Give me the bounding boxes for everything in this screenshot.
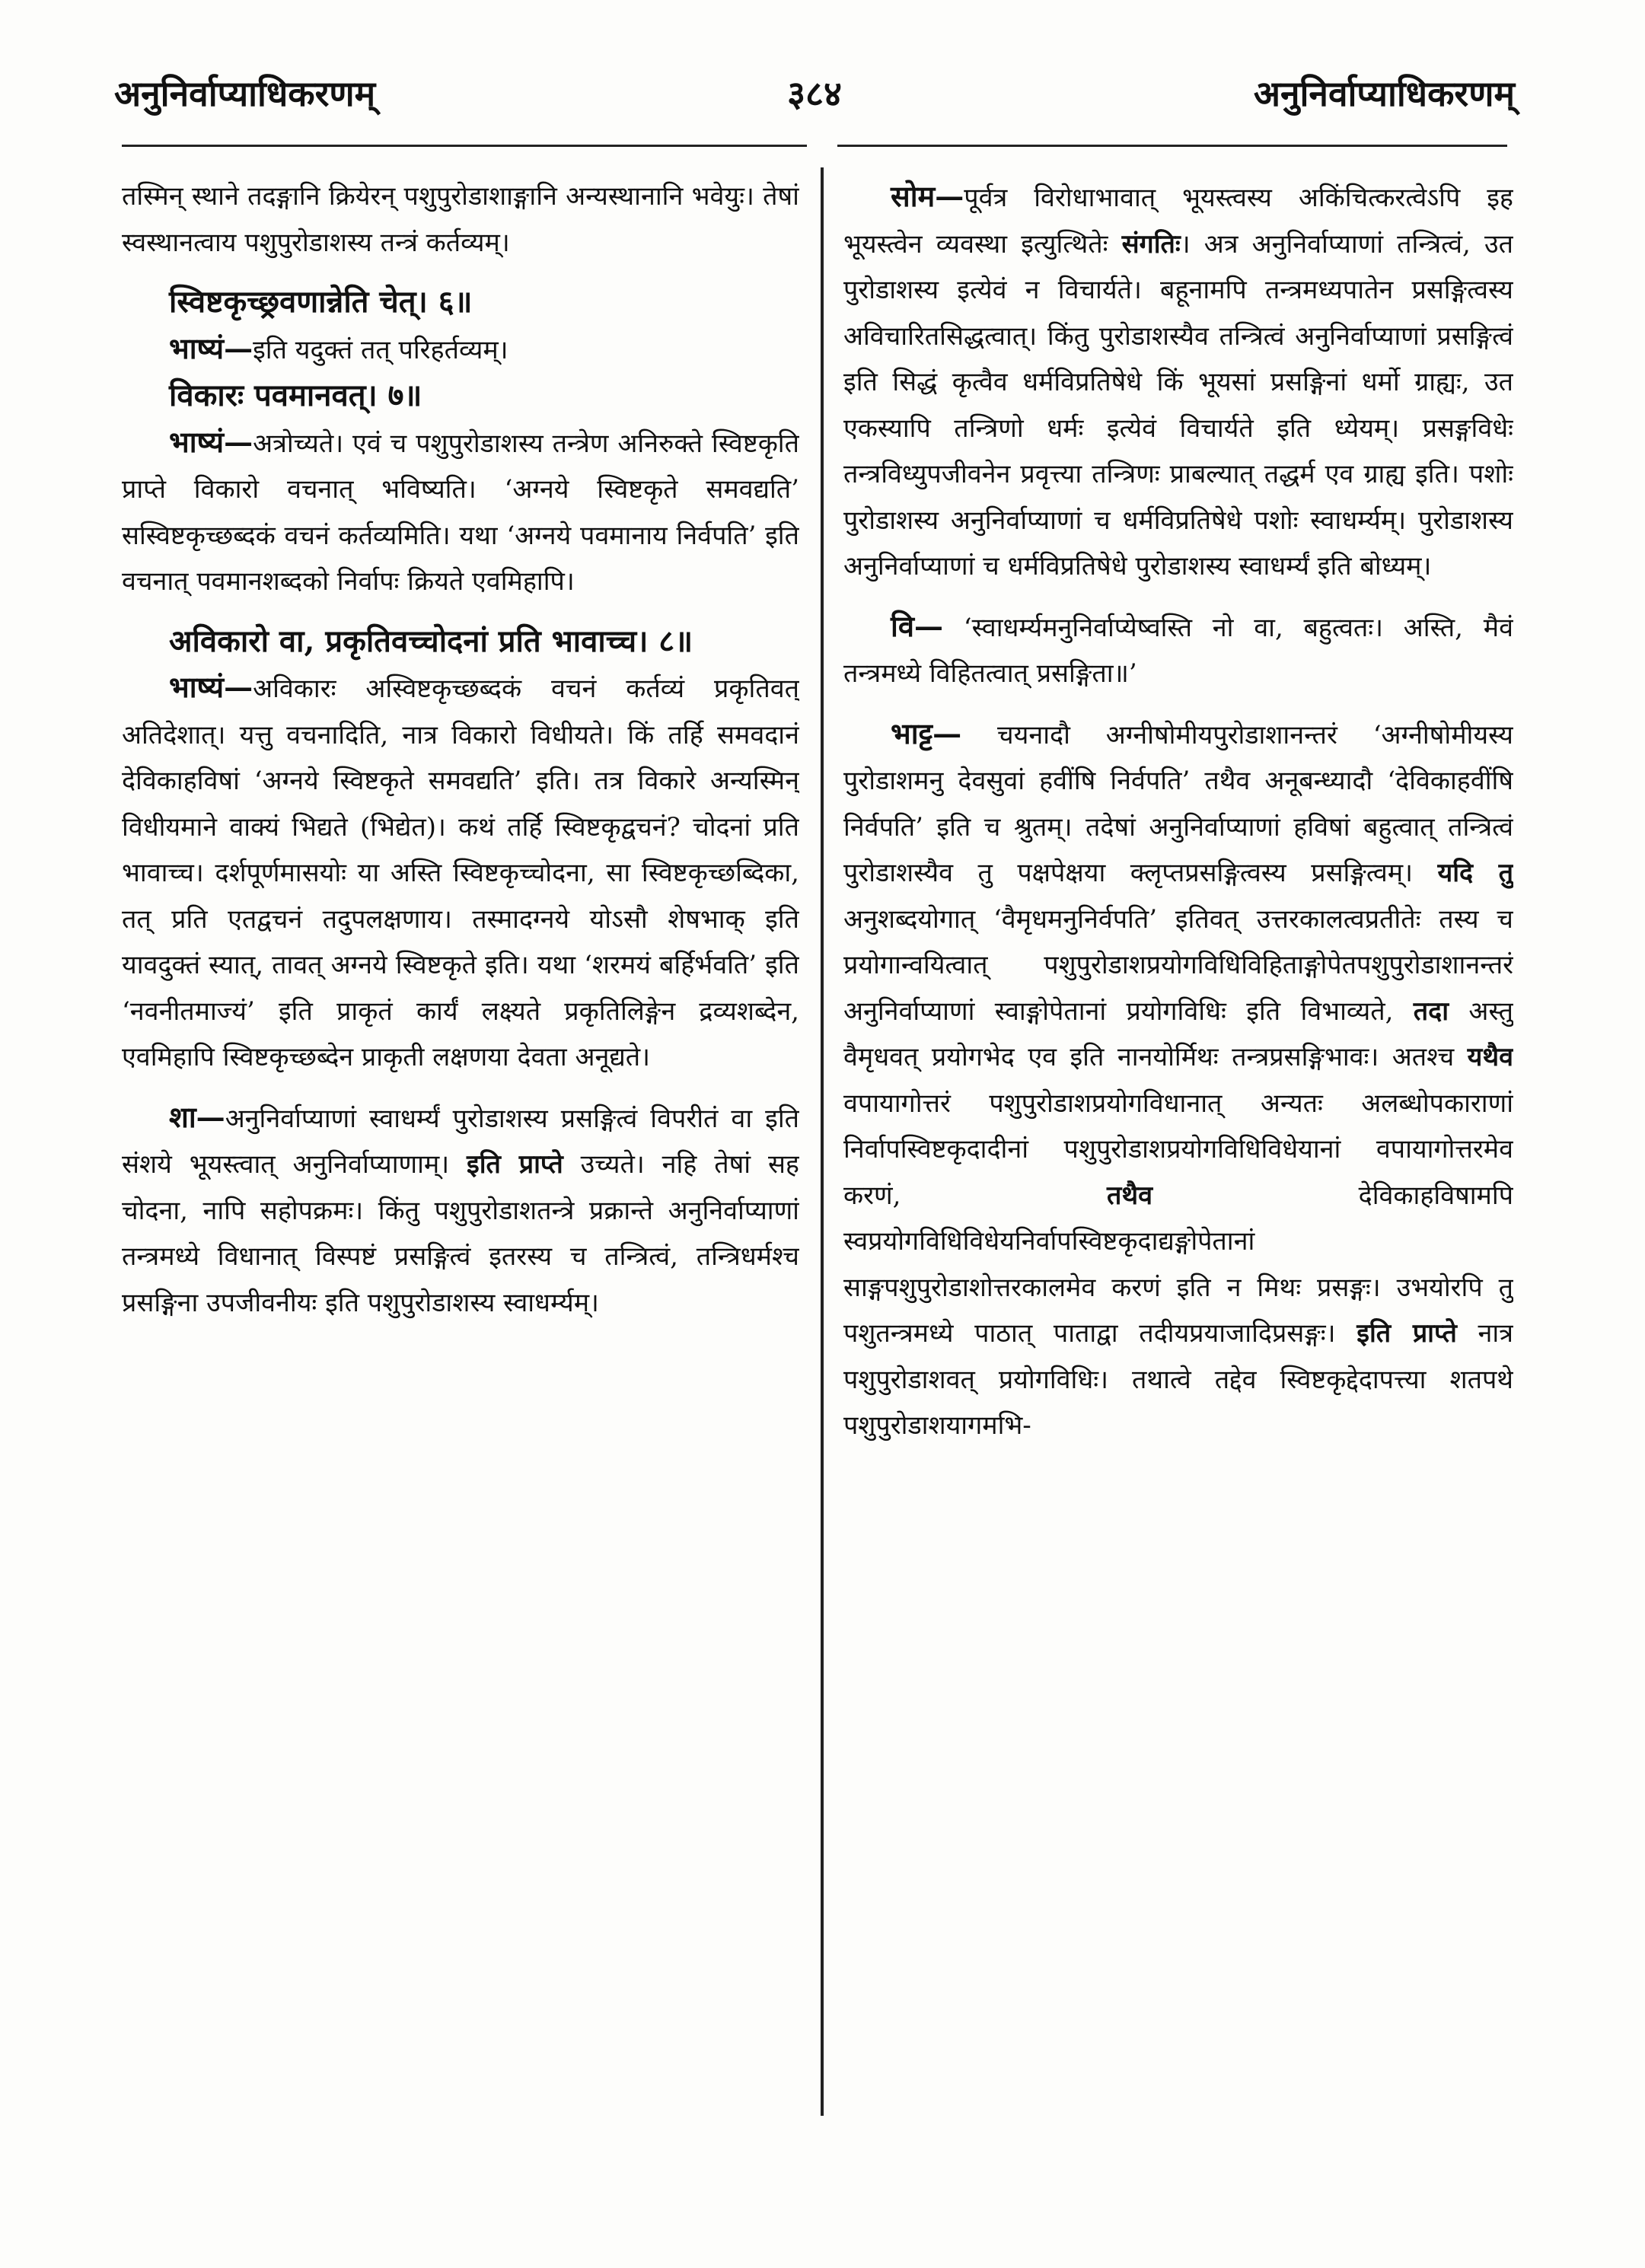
header-rule-right (837, 145, 1507, 147)
bhatta-text: चयनादौ अग्नीषोमीयपुरोडाशानन्तरं ‘अग्नीषोमीयस्य पुरोडाशमनु देवसुवां हवींषि निर्वपति’ तथैव अनूबन्ध्यादौ ‘देविकाहवींषि निर्वपति’ इति च श्रुतम्। तदेषां अनुनिर्वाप्याणां हविषां बहुत्वात् तन्त्रित्वं पुरोडाशस्यैव तु पक्षपेक्षया क्लृप्तप्रसङ्गित्वस्य प्रसङ्गित्वम्। (843, 719, 1513, 888)
vidhi-verse (843, 604, 1513, 697)
iti-prapte-right: इति प्राप्ते (1356, 1318, 1457, 1349)
page-header (114, 67, 1515, 128)
bhashya-6-label: भाष्यं— (169, 330, 253, 365)
bhatta-text-4: वपायागोत्तरं पशुपुरोडाशप्रयोगविधानात् अन्यतः अलब्धोपकाराणां निर्वापस्विष्टकृदादीनां पशुपुरोडाशप्रयोगविधिविधेयानां वपायागोत्तरमेव करणं, (843, 1088, 1513, 1211)
shastradipika-label: शा— (169, 1099, 225, 1134)
bhashya-7-label: भाष्यं— (169, 424, 253, 459)
somanatha-text: पूर्वत्र विरोधाभावात् भूयस्त्वस्य अकिंचित्करत्वेऽपि इह भूयस्त्वेन व्यवस्था इत्युत्थितेः (843, 183, 1513, 260)
bhashya-7-text: अत्रोच्यते। एवं च पशुपुरोडाशस्य तन्त्रेण अनिरुक्ते स्विष्टकृति प्राप्ते विकारो वचनात् भविष्यति। ‘अग्नये स्विष्टकृते समवद्यति’ सस्विष्टकृच्छब्दकं वचनं कर्तव्यमिति। यथा ‘अग्नये पवमानाय निर्वपति’ इति वचनात् पवमानशब्दको निर्वापः क्रियते एवमिहापि। (122, 428, 799, 597)
iti-prapte-left: इति प्राप्ते (467, 1149, 563, 1180)
bhatta-text-6: नात्र पशुपुरोडाशवत् प्रयोगविधिः। तथात्वे तद्देव स्विष्टकृद्देदापत्त्या शतपथे पशुपुरोडाशयागमभि- (843, 1318, 1513, 1441)
shastradipika-text: अनुनिर्वाप्याणां स्वाधर्म्यं पुरोडाशस्य प्रसङ्गित्वं विपरीतं वा इति संशये भूयस्त्वात् अनुनिर्वाप्याणाम्। (122, 1103, 799, 1180)
somanatha (843, 174, 1513, 590)
header-rule-left (122, 145, 807, 147)
bhatta-label: भाट्ट— (891, 715, 962, 750)
bhatta-text-3: अस्तु वैमृधवत् प्रयोगभेद एव इति नानयोर्मिथः तन्त्रप्रसङ्गिभावः। अतश्च (843, 995, 1513, 1072)
vidhi-label: वि— (891, 608, 943, 643)
bhashya-8-label: भाष्यं— (169, 670, 253, 704)
bhashya-8 (122, 664, 799, 1081)
tathaiva-term: तथैव (1107, 1180, 1153, 1211)
paragraph-continuation: तस्मिन् स्थाने तदङ्गानि क्रियेरन् पशुपुरोडाशाङ्गानि अन्यस्थानानि भवेयुः। तेषां स्वस्थानत्वाय पशुपुरोडाशस्य तन्त्रं कर्तव्यम्। (122, 181, 799, 258)
sangati-term: संगतिः (1121, 228, 1181, 260)
bhashya-7 (122, 419, 799, 605)
running-title-left: अनुनिर्वाप्याधिकरणम् (114, 73, 376, 114)
bhashya-6-text: इति यदुक्तं तत् परिहर्तव्यम्। (253, 334, 508, 365)
vidhi-text: ‘स्वाधर्म्यमनुनिर्वाप्येष्वस्ति नो वा, बहुत्वतः। अस्ति, मैवं तन्त्रमध्ये विहितत्वात् प्रसङ्गिता॥’ (843, 612, 1513, 689)
shastradipika-text-2: उच्यते। नहि तेषां सह चोदना, नापि सहोपक्रमः। किंतु पशुपुरोडाशतन्त्रे प्रक्रान्ते अनुनिर्वाप्याणां तन्त्रमध्ये विधानात् विस्पष्टं प्रसङ्गित्वं इतरस्य च तन्त्रित्वं, तन्त्रिधर्मश्च प्रसङ्गिना उपजीवनीयः इति पशुपुरोडाशस्य स्वाधर्म्यम्। (122, 1149, 799, 1318)
sutra-8: अविकारो वा, प्रकृतिवच्चोदनां प्रति भावाच्च। ८॥ (169, 623, 693, 659)
bhashya-6 (122, 326, 799, 374)
sutra-6: स्विष्टकृच्छ्रवणान्नेति चेत्। ६॥ (169, 284, 473, 320)
right-column (843, 174, 1513, 1449)
left-column (122, 174, 799, 1326)
page-number: ३८४ (787, 73, 842, 114)
bhatta-text-5: देविकाहविषामपि स्वप्रयोगविधिविधेयनिर्वापस्विष्टकृदाद्यङ्गोपेतानां साङ्गपशुपुरोडाशोत्तरकालमेव करणं इति न मिथः प्रसङ्गः। उभयोरपि तु पशुतन्त्रमध्ये पाठात् पाताद्वा तदीयप्रयाजादिप्रसङ्गः। (843, 1180, 1513, 1349)
yathaiva-term: यथैव (1467, 1042, 1513, 1072)
tada-term: तदा (1413, 995, 1449, 1027)
sutra-7: विकारः पवमानवत्। ७॥ (169, 377, 422, 413)
bhatta-text-2: अनुशब्दयोगात् ‘वैमृधमनुनिर्वपति’ इतिवत् उत्तरकालत्वप्रतीतेः तस्य च प्रयोगान्वयित्वात् पशुपुरोडाशप्रयोगविधिविहिताङ्गोपेतपशुपुरोडाशानन्तरं अनुनिर्वाप्याणां स्वाङ्गोपेतानां प्रयोगविधिः इति विभाव्यते, (843, 903, 1513, 1027)
somanatha-text-2: । अत्र अनुनिर्वाप्याणां तन्त्रित्वं, उत पुरोडाशस्य इत्येवं न विचार्यते। बहूनामपि तन्त्रमध्यपातेन प्रसङ्गित्वस्य अविचारितसिद्धत्वात्। किंतु पुरोडाशस्यैव तन्त्रित्वं अनुनिर्वाप्याणां प्रसङ्गित्वं इति सिद्धं कृत्वैव धर्मविप्रतिषेधे किं भूयसां प्रसङ्गिनां धर्मो ग्राह्यः, उत एकस्यापि तन्त्रिणो धर्मः इत्येवं विचार्यते इति ध्येयम्। प्रसङ्गविधेः तन्त्रविध्युपजीवनेन प्रवृत्त्या तन्त्रिणः प्राबल्यात् तद्धर्म एव ग्राह्य इति। पशोः पुरोडाशस्य अनुनिर्वाप्याणां च धर्मविप्रतिषेधे पशोः स्वाधर्म्यम्। पुरोडाशस्य अनुनिर्वाप्याणां च धर्मविप्रतिषेधे पुरोडाशस्य स्वाधर्म्यं इति बोध्यम्। (843, 228, 1513, 581)
bhatta-dipika (843, 711, 1513, 1449)
column-divider (821, 167, 824, 2116)
yadi-tu-term: यदि तु (1437, 858, 1513, 888)
running-title-right: अनुनिर्वाप्याधिकरणम् (1253, 73, 1515, 114)
somanatha-label: सोम— (891, 179, 964, 213)
bhashya-8-text: अविकारः अस्विष्टकृच्छब्दकं वचनं कर्तव्यं प्रकृतिवत् अतिदेशात्। यत्तु वचनादिति, नात्र विकारो विधीयते। किं तर्हि समवदानं देविकाहविषां ‘अग्नये स्विष्टकृते समवद्यति’ इति। तत्र विकारे अन्यस्मिन् विधीयमाने वाक्यं भिद्यते (भिद्येत)। कथं तर्हि स्विष्टकृद्वचनं? चोदनां प्रति भावाच्च। दर्शपूर्णमासयोः या अस्ति स्विष्टकृच्चोदना, सा स्विष्टकृच्छब्दिका, तत् प्रति एतद्वचनं तदुपलक्षणाय। तस्मादग्नये योऽसौ शेषभाक् इति यावदुक्तं स्यात्, तावत् अग्नये स्विष्टकृते इति। यथा ‘शरमयं बर्हिर्भवति’ इति ‘नवनीतमाज्यं’ इति प्राकृतं कार्यं लक्ष्यते प्रकृतिलिङ्गेन द्रव्यशब्देन, एवमिहापि स्विष्टकृच्छब्देन प्राकृती लक्षणया देवता अनूद्यते। (122, 674, 799, 1072)
shastradipika (122, 1094, 799, 1327)
